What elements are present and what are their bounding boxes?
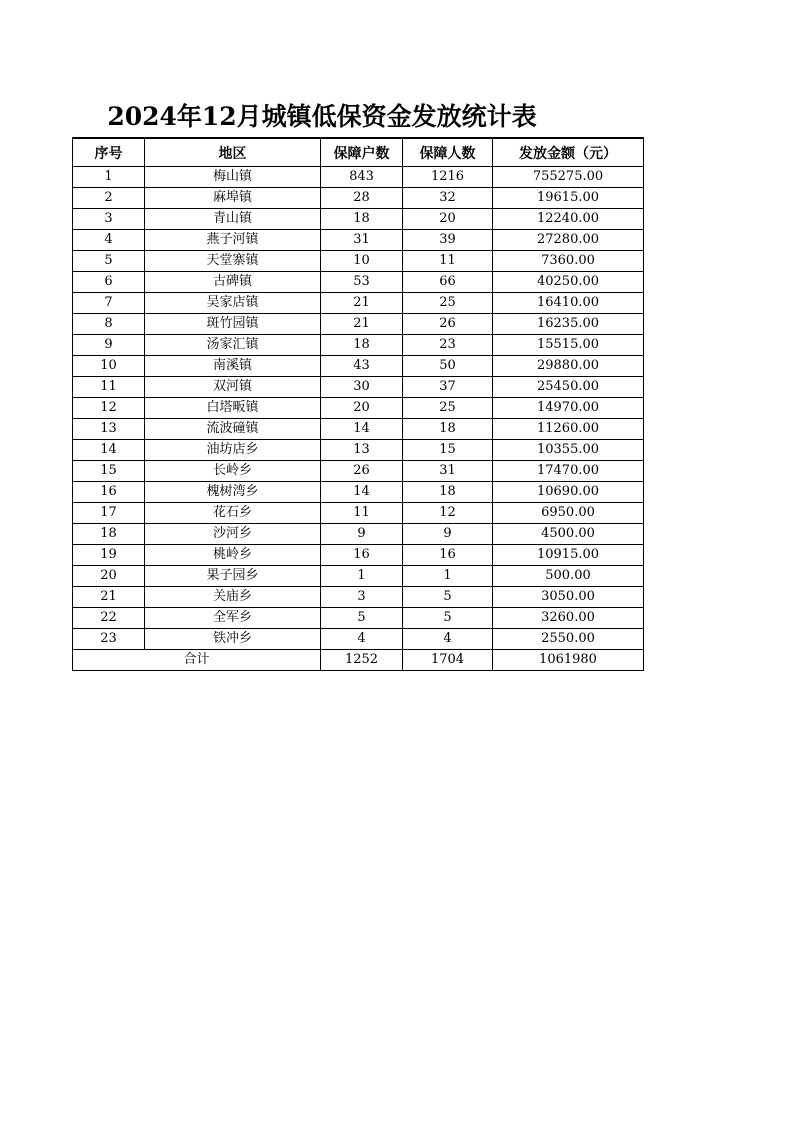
- cell-region: 白塔畈镇: [145, 398, 321, 419]
- cell-households: 14: [321, 482, 403, 503]
- cell-region: 汤家汇镇: [145, 335, 321, 356]
- cell-persons: 50: [403, 356, 493, 377]
- cell-persons: 9: [403, 524, 493, 545]
- cell-region: 沙河乡: [145, 524, 321, 545]
- cell-index: 15: [73, 461, 145, 482]
- cell-amount: 27280.00: [493, 230, 644, 251]
- cell-persons: 11: [403, 251, 493, 272]
- cell-households: 16: [321, 545, 403, 566]
- cell-region: 麻埠镇: [145, 188, 321, 209]
- cell-persons: 12: [403, 503, 493, 524]
- cell-persons: 25: [403, 293, 493, 314]
- cell-region: 燕子河镇: [145, 230, 321, 251]
- cell-index: 19: [73, 545, 145, 566]
- cell-households: 28: [321, 188, 403, 209]
- cell-region: 关庙乡: [145, 587, 321, 608]
- cell-amount: 500.00: [493, 566, 644, 587]
- table-row: [73, 440, 644, 461]
- table-row: [73, 503, 644, 524]
- cell-region: 吴家店镇: [145, 293, 321, 314]
- table-row: [73, 251, 644, 272]
- total-amount: 1061980: [493, 650, 644, 671]
- cell-region: 果子园乡: [145, 566, 321, 587]
- column-header-region: 地区: [145, 138, 321, 167]
- cell-region: 双河镇: [145, 377, 321, 398]
- cell-households: 20: [321, 398, 403, 419]
- table-row: [73, 566, 644, 587]
- table-row: [73, 629, 644, 650]
- cell-households: 14: [321, 419, 403, 440]
- table-row: [73, 335, 644, 356]
- cell-amount: 11260.00: [493, 419, 644, 440]
- cell-index: 4: [73, 230, 145, 251]
- cell-amount: 40250.00: [493, 272, 644, 293]
- cell-region: 油坊店乡: [145, 440, 321, 461]
- cell-persons: 66: [403, 272, 493, 293]
- cell-index: 20: [73, 566, 145, 587]
- cell-amount: 29880.00: [493, 356, 644, 377]
- cell-persons: 18: [403, 419, 493, 440]
- table-header-row: [73, 138, 644, 167]
- cell-amount: 12240.00: [493, 209, 644, 230]
- cell-amount: 16410.00: [493, 293, 644, 314]
- column-header-persons: 保障人数: [403, 138, 493, 167]
- cell-amount: 10690.00: [493, 482, 644, 503]
- cell-amount: 2550.00: [493, 629, 644, 650]
- cell-region: 流波䃥镇: [145, 419, 321, 440]
- cell-region: 梅山镇: [145, 167, 321, 188]
- cell-amount: 4500.00: [493, 524, 644, 545]
- cell-amount: 16235.00: [493, 314, 644, 335]
- cell-index: 13: [73, 419, 145, 440]
- cell-amount: 3260.00: [493, 608, 644, 629]
- table-row: [73, 356, 644, 377]
- table-row: [73, 167, 644, 188]
- page-title: 2024年12月城镇低保资金发放统计表: [107, 102, 537, 131]
- cell-persons: 39: [403, 230, 493, 251]
- cell-amount: 17470.00: [493, 461, 644, 482]
- cell-index: 18: [73, 524, 145, 545]
- cell-households: 18: [321, 335, 403, 356]
- cell-households: 3: [321, 587, 403, 608]
- table-body: [73, 167, 644, 650]
- column-header-amount: 发放金额（元）: [493, 138, 644, 167]
- table-row: [73, 524, 644, 545]
- cell-persons: 4: [403, 629, 493, 650]
- cell-region: 斑竹园镇: [145, 314, 321, 335]
- cell-region: 槐树湾乡: [145, 482, 321, 503]
- total-persons: 1704: [403, 650, 493, 671]
- cell-region: 全军乡: [145, 608, 321, 629]
- cell-households: 53: [321, 272, 403, 293]
- cell-region: 南溪镇: [145, 356, 321, 377]
- cell-persons: 20: [403, 209, 493, 230]
- table-row: [73, 209, 644, 230]
- cell-persons: 1: [403, 566, 493, 587]
- cell-persons: 32: [403, 188, 493, 209]
- cell-index: 5: [73, 251, 145, 272]
- cell-region: 天堂寨镇: [145, 251, 321, 272]
- cell-index: 14: [73, 440, 145, 461]
- cell-persons: 26: [403, 314, 493, 335]
- table-row: [73, 482, 644, 503]
- table-row: [73, 587, 644, 608]
- cell-persons: 5: [403, 608, 493, 629]
- cell-households: 11: [321, 503, 403, 524]
- cell-amount: 7360.00: [493, 251, 644, 272]
- total-label: 合计: [73, 650, 321, 671]
- cell-index: 11: [73, 377, 145, 398]
- total-households: 1252: [321, 650, 403, 671]
- cell-index: 12: [73, 398, 145, 419]
- column-header-households: 保障户数: [321, 138, 403, 167]
- column-header-index: 序号: [73, 138, 145, 167]
- cell-index: 16: [73, 482, 145, 503]
- cell-region: 花石乡: [145, 503, 321, 524]
- table-row: [73, 293, 644, 314]
- cell-persons: 23: [403, 335, 493, 356]
- table-row: [73, 272, 644, 293]
- table-row: [73, 419, 644, 440]
- statistics-table: [72, 137, 644, 671]
- cell-persons: 18: [403, 482, 493, 503]
- table-row: [73, 398, 644, 419]
- cell-households: 26: [321, 461, 403, 482]
- cell-index: 6: [73, 272, 145, 293]
- cell-region: 古碑镇: [145, 272, 321, 293]
- cell-region: 铁冲乡: [145, 629, 321, 650]
- cell-households: 10: [321, 251, 403, 272]
- total-row: [73, 650, 644, 671]
- cell-households: 13: [321, 440, 403, 461]
- cell-amount: 10355.00: [493, 440, 644, 461]
- cell-index: 21: [73, 587, 145, 608]
- cell-persons: 5: [403, 587, 493, 608]
- cell-persons: 37: [403, 377, 493, 398]
- cell-index: 17: [73, 503, 145, 524]
- cell-amount: 755275.00: [493, 167, 644, 188]
- cell-households: 18: [321, 209, 403, 230]
- cell-index: 7: [73, 293, 145, 314]
- cell-amount: 3050.00: [493, 587, 644, 608]
- table-row: [73, 608, 644, 629]
- cell-households: 21: [321, 314, 403, 335]
- cell-index: 9: [73, 335, 145, 356]
- cell-households: 30: [321, 377, 403, 398]
- cell-persons: 1216: [403, 167, 493, 188]
- cell-region: 青山镇: [145, 209, 321, 230]
- cell-amount: 15515.00: [493, 335, 644, 356]
- table-row: [73, 230, 644, 251]
- cell-persons: 16: [403, 545, 493, 566]
- cell-amount: 14970.00: [493, 398, 644, 419]
- table-row: [73, 461, 644, 482]
- cell-region: 长岭乡: [145, 461, 321, 482]
- cell-households: 21: [321, 293, 403, 314]
- cell-households: 31: [321, 230, 403, 251]
- cell-persons: 31: [403, 461, 493, 482]
- cell-households: 843: [321, 167, 403, 188]
- cell-households: 5: [321, 608, 403, 629]
- cell-index: 3: [73, 209, 145, 230]
- cell-households: 1: [321, 566, 403, 587]
- table-row: [73, 545, 644, 566]
- cell-amount: 10915.00: [493, 545, 644, 566]
- cell-region: 桃岭乡: [145, 545, 321, 566]
- cell-index: 10: [73, 356, 145, 377]
- cell-index: 1: [73, 167, 145, 188]
- cell-households: 43: [321, 356, 403, 377]
- cell-index: 23: [73, 629, 145, 650]
- cell-households: 9: [321, 524, 403, 545]
- table-row: [73, 314, 644, 335]
- cell-persons: 25: [403, 398, 493, 419]
- cell-amount: 25450.00: [493, 377, 644, 398]
- cell-index: 8: [73, 314, 145, 335]
- table-row: [73, 377, 644, 398]
- cell-index: 22: [73, 608, 145, 629]
- cell-amount: 19615.00: [493, 188, 644, 209]
- cell-households: 4: [321, 629, 403, 650]
- cell-index: 2: [73, 188, 145, 209]
- table-row: [73, 188, 644, 209]
- cell-amount: 6950.00: [493, 503, 644, 524]
- cell-persons: 15: [403, 440, 493, 461]
